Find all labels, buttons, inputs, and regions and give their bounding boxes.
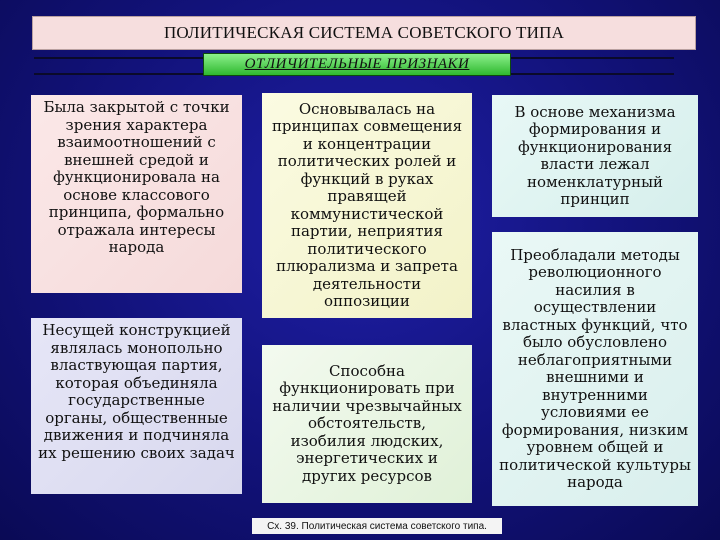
box-violence-methods bbox=[492, 232, 698, 506]
box-closed-system bbox=[31, 95, 242, 293]
diagram-title: ПОЛИТИЧЕСКАЯ СИСТЕМА СОВЕТСКОГО ТИПА bbox=[32, 16, 696, 50]
box-party-core-text: Несущей конструкцией являлась монопольно властвующая партия, которая объединяла государственные органы, общественные движения и подчиняла их решению своих задач bbox=[38, 321, 235, 462]
box-role-combination-text: Основывалась на принципах совмещения и концентрации политических ролей и функций в руках правящей коммунистической партии, неприятия политического плюрализма и запрета деятельности оппозиции bbox=[271, 99, 463, 310]
box-party-core bbox=[31, 318, 242, 494]
figure-caption: Сх. 39. Политическая система советского типа. bbox=[252, 518, 502, 534]
box-role-combination bbox=[262, 93, 472, 318]
box-emergency-functioning bbox=[262, 345, 472, 503]
box-closed-system-text: Была закрытой с точки зрения характера взаимоотношений с внешней средой и функционировала на основе классового принципа, формально отражала интересы народа bbox=[43, 98, 230, 256]
box-nomenklatura bbox=[492, 95, 698, 217]
box-emergency-functioning-text: Способна функционировать при наличии чрезвычайных обстоятельств, изобилия людских, энергетических и других ресурсов bbox=[272, 361, 462, 485]
subtitle-banner: ОТЛИЧИТЕЛЬНЫЕ ПРИЗНАКИ bbox=[203, 53, 511, 76]
box-violence-methods-text: Преобладали методы революционного насилия в осуществлении властных функций, что было обусловлено неблагоприятными внешними и внутренними условиями ее формирования, низким уровнем общей и политической культуры народа bbox=[499, 245, 691, 491]
box-nomenklatura-text: В основе механизма формирования и функционирования власти лежал номенклатурный принцип bbox=[514, 102, 676, 208]
